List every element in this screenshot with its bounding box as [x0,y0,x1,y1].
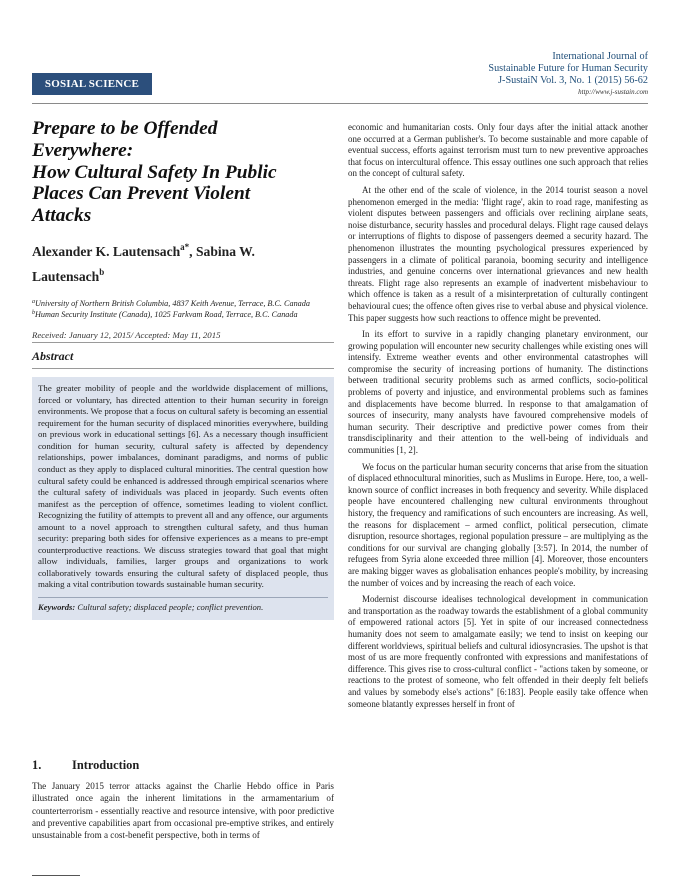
journal-url[interactable]: http://www.j-sustain.com [578,88,648,96]
affiliations [32,299,334,320]
journal-info [488,51,648,97]
author-superscript: a* [180,241,190,252]
journal-name-line2: Sustainable Future for Human Security [488,63,648,74]
title-line: Prepare to be Offended [32,118,218,139]
journal-name-line1: International Journal of [552,51,648,62]
section-title: Introduction [72,758,140,772]
body-paragraph: Modernist discourse idealises technological development in communication and transportation as the roadway towards the establishment of a global community of empowered rational actors [5]. Yet in spite of our increased connectedness humanity does not seem to amalgamate easily; we tend to insist on keeping our different worldviews, spiritual beliefs and cultural idiosyncrasies. The upshot is that most of us are more frequently confronted with expressions and manifestations of difference. This gives rise to cross-cultural conflict - "actions taken by someone, or reactions to the protest of someone, who felt offended in their deeply felt beliefs and values by somebody else's actions" [6:183]. People easily take offence when someone blatantly expresses herself in front of [348,594,649,709]
body-paragraph: economic and humanitarian costs. Only four days after the initial attack another one occurred at a German publisher's. To become sustainable and more capable of eventual success, efforts against terrorism must turn to new preventive approaches that focus on intercultural offence. This essay outlines one such approach that relies on the concept of cultural safety. [348,122,648,179]
received-accepted-dates: Received: January 12, 2015/ Accepted: May 11, 2015 [32,330,334,343]
affiliation-b: $^b$Human Security Institute (Canada), 1025 Farkvam Road, Terrace, B.C. Canada [32,309,298,319]
footnote-rule [32,875,80,876]
affiliation-a: $^a$University of Northern British Columbia, 4837 Keith Avenue, Terrace, B.C. Canada [32,298,310,308]
keywords-text: Cultural safety; displaced people; conflict prevention. [77,602,264,613]
body-paragraph: We focus on the particular human security concerns that arise from the situation of displaced ethnocultural minorities, such as Muslims in Europe. Here, too, a well-known source of conflict increases in both frequency and severity. While displaced people have encountered challenging new cultural environments throughout history, the frequency and ramifications of such encounters are increasing. As well, the reasons for displacement – armed conflict, political persecution, climate disruption, resource shortages, regional population pressure – are multiplying as the conditions for our survival are changing globally [3:57]. In 2014, the number of refugees from Syria alone exceeded three million [4]. Moreover, those encounters are making bigger waves as globalisation enhances people's mobility, by increasing the number of voices and by increasing the reach of each voice. [348,461,648,588]
section-badge: SOSIAL SCIENCE [32,73,152,95]
author-name: Alexander K. Lautensach [32,243,181,259]
header-divider [32,103,648,104]
keywords [38,597,328,614]
body-paragraph: In its effort to survive in a rapidly changing planetary environment, our growing population will encounter new security challenges while existing ones will intensify. Extreme weather events and other environmental catastrophes will compromise the security of increasing portions of humanity. The distinctions between traditional security problems such as armed conflicts, socio-political problems of poverty and injustice, and environmental problems such as famines and displacements have become blurred. In response to that amalgamation of sources of insecurity, many analysts have favoured comprehensive models of human security. Their descriptive and predictive power comes from their transdisciplinarity and their attention to the well-being of individuals and communities [1, 2]. [348,329,648,456]
author-name: Lautensach [32,268,100,284]
title-line: Places Can Prevent Violent [32,183,251,205]
abstract-text: The greater mobility of people and the worldwide displacement of millions, forced or voluntary, has directed attention to their human security in foreign environments. We propose that a focus on cultural safety is becoming an essential requirement for the human security of displaced minorities everywhere, building on previous work in educational settings [6]. As a necessary though insufficient condition for human security, cultural safety is affected by dependency relationships, power imbalances, dominant paradigms, and norms of public conduct as they apply to displaced cultural minorities. The central question how cultural safety could be enhanced is addressed through empirical scenarios where the cultural safety of individuals was placed in jeopardy. Such events often manifest as the perception of offence, sometimes leading to violent conflict. Recognizing the futility of attempts to prevent all and any offence, our arguments amount to a novel approach to strengthen cultural safety, and thus human security: preparing both sides for offensive experiences as a means to pre-empt counterproductive reactions. We discuss strategies toward that goal that might allow individuals, families, larger groups and organizations to work collaboratively towards ensuring the cultural safety of displaced people, thus making a vital contribution towards sustainable human security. [38,383,328,590]
right-column [348,122,648,715]
section-heading-introduction [32,758,334,773]
author-superscript: b [99,266,105,277]
intro-paragraph: The January 2015 terror attacks against the Charlie Hebdo office in Paris illustrated once again the inherent limitations in the armamentarium of counterterrorism - essentially reactive and resource intensive, with poor predictive and preventive capabilities apart from occasional pre-emptive strikes, and entirely unsustainable from a cost-benefit perspective, both in terms of [32,781,334,841]
journal-volume: J-SustaiN Vol. 3, No. 1 (2015) 56-62 [498,75,648,86]
abstract-heading: Abstract [32,349,334,369]
article-title [32,118,334,227]
body-paragraph: At the other end of the scale of violence, in the 2014 tourist season a novel phenomenon emerged in the media: 'flight rage', akin to road rage, manifesting as violent disputes between passengers and officials over reclining airplane seats, noise disturbance, security hassles and procedural delays. Flight rage caused delays or interruptions of flights to dispose of passengers deemed a security hazard. The phenomenon illustrates the mounting psychological pressures experienced by passengers in a climate of political paranoia, booming security and intelligence industries, and genuine concerns over international grievances and new health threats. Flight rage also represents an example of inadvertent misbehaviour to which offence is taken as a result of a misinterpretation of culturally contingent behavioural cues; the offence often gives rise to verbal abuse and physical violence. This paper suggests how such reactions to offence might be prevented. [348,184,648,323]
keywords-label: Keywords: [38,602,76,613]
left-column [32,118,334,620]
title-line: Everywhere: [32,139,134,161]
title-line: How Cultural Safety In Public [32,161,277,183]
author-list [32,239,334,289]
section-number: 1. [32,758,42,772]
abstract-box [32,377,334,619]
title-line: Attacks [32,205,92,227]
author-separator: , Sabina W. [189,243,255,259]
